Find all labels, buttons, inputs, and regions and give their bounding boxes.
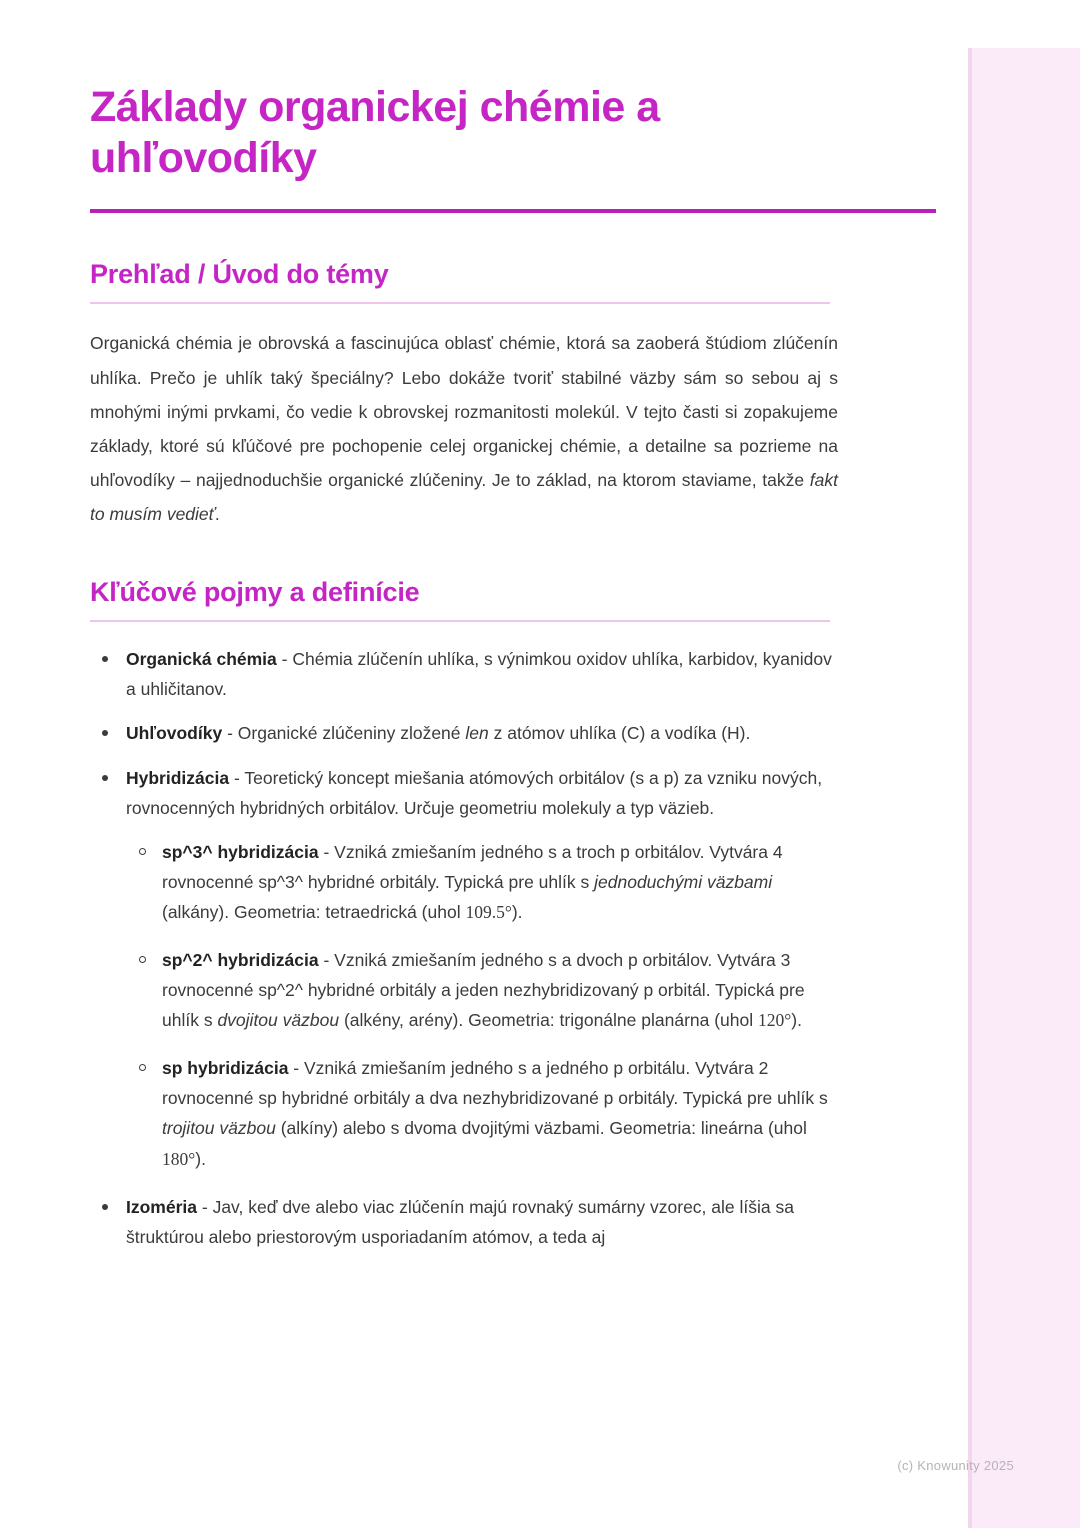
subterm-label: sp hybridizácia	[162, 1058, 289, 1079]
term-dash: -	[229, 767, 245, 788]
subterm-definition-c: ).	[195, 1148, 206, 1169]
term-definition-a: Organické zlúčeniny zložené	[237, 723, 466, 744]
subterm-definition-emphasis: trojitou väzbou	[162, 1118, 276, 1139]
term-label: Hybridizácia	[126, 767, 230, 788]
term-definition-b: z atómov uhlíka (C) a vodíka (H).	[488, 723, 751, 744]
term-label: Organická chémia	[126, 649, 277, 670]
subterm-definition-b: (alkény, arény). Geometria: trigonálne planárna (uhol	[339, 1010, 759, 1031]
section-divider	[90, 620, 830, 622]
key-terms-list	[90, 644, 838, 1252]
subterm-dash: -	[288, 1058, 304, 1079]
list-item	[90, 644, 838, 704]
subterm-definition-a: Vzniká zmiešaním jedného s a troch p orbitálov. Vytvára 4 rovnocenné sp^3^ hybridné orbitály. Typická pre uhlík s	[162, 841, 783, 892]
decorative-right-stripe-edge	[968, 48, 972, 1528]
term-dash: -	[276, 649, 293, 670]
subterm-definition-a: Vzniká zmiešaním jedného s a dvoch p orbitálov. Vytvára 3 rovnocenné sp^2^ hybridné orbitály a jeden nezhybridizovaný p orbitál. Typická pre uhlík s	[162, 949, 805, 1031]
page-title: Základy organickej chémie a uhľovodíky	[90, 83, 660, 182]
subterm-definition-b: (alkíny) alebo s dvoma dvojitými väzbami. Geometria: lineárna (uhol	[275, 1118, 807, 1139]
watermark: (c) Knowunity 2025	[897, 1458, 1014, 1473]
subterm-definition-a: Vzniká zmiešaním jedného s a jedného p orbitálu. Vytvára 2 rovnocenné sp hybridné orbitály a dva nezhybridizované p orbitály. Typická pre uhlík s	[162, 1058, 828, 1109]
list-item	[126, 945, 838, 1035]
section-heading-key-terms: Kľúčové pojmy a definície	[90, 577, 420, 608]
term-definition: Teoretický koncept miešania atómových orbitálov (s a p) za vzniku nových, rovnocenných hybridných orbitálov. Určuje geometriu molekuly a typ väzieb.	[126, 767, 823, 818]
subterm-label: sp^3^ hybridizácia	[162, 841, 319, 862]
decorative-right-stripe	[972, 48, 1080, 1528]
subterm-dash: -	[318, 949, 335, 970]
overview-paragraph-text: Organická chémia je obrovská a fascinujúca oblasť chémie, ktorá sa zaoberá štúdiom zlúčenín uhlíka. Prečo je uhlík taký špeciálny? Lebo dokáže tvoriť stabilné väzby sám so sebou aj s mnohými inými prvkami, čo vedie k obrovskej rozmanitosti molekúl. V tejto časti si zopakujeme základy, ktoré sú kľúčové pre pochopenie celej organickej chémie, a detailne sa pozrieme na uhľovodíky – najjednoduchšie organické zlúčeniny. Je to základ, na ktorom staviame, takže	[90, 333, 838, 490]
overview-paragraph-emphasis: fakt to musím vedieť	[90, 469, 838, 525]
list-item	[126, 1053, 838, 1173]
overview-paragraph	[90, 326, 838, 531]
term-definition: Jav, keď dve alebo viac zlúčenín majú rovnaký sumárny vzorec, ale líšia sa štruktúrou alebo priestorovým usporiadaním atómov, a teda aj	[126, 1196, 794, 1247]
section-heading-overview: Prehľad / Úvod do témy	[90, 259, 389, 290]
list-item	[90, 763, 838, 1174]
subterm-dash: -	[318, 841, 335, 862]
bond-angle-value: 180°	[162, 1148, 196, 1169]
term-definition-emphasis: len	[465, 723, 489, 744]
subterm-definition-c: ).	[511, 901, 523, 922]
subterm-definition-emphasis: jednoduchými väzbami	[594, 871, 773, 892]
hybridization-sublist	[126, 837, 838, 1174]
term-label: Izoméria	[126, 1196, 197, 1217]
list-item	[90, 718, 838, 748]
term-label: Uhľovodíky	[126, 723, 223, 744]
bond-angle-value: 109.5°	[465, 901, 512, 922]
subterm-definition-b: (alkány). Geometria: tetraedrická (uhol	[162, 901, 466, 922]
subterm-label: sp^2^ hybridizácia	[162, 949, 319, 970]
term-dash: -	[197, 1196, 213, 1217]
subterm-definition-emphasis: dvojitou väzbou	[217, 1010, 340, 1031]
term-dash: -	[222, 723, 238, 744]
term-definition: Chémia zlúčenín uhlíka, s výnimkou oxidov uhlíka, karbidov, kyanidov a uhličitanov.	[126, 649, 832, 700]
title-divider	[90, 209, 936, 213]
section-divider	[90, 302, 830, 304]
bond-angle-value: 120°	[758, 1010, 792, 1031]
document-content	[90, 82, 838, 1266]
subterm-definition-c: ).	[791, 1010, 802, 1031]
list-item	[90, 1192, 838, 1252]
list-item	[126, 837, 838, 927]
overview-paragraph-end: .	[214, 504, 220, 525]
